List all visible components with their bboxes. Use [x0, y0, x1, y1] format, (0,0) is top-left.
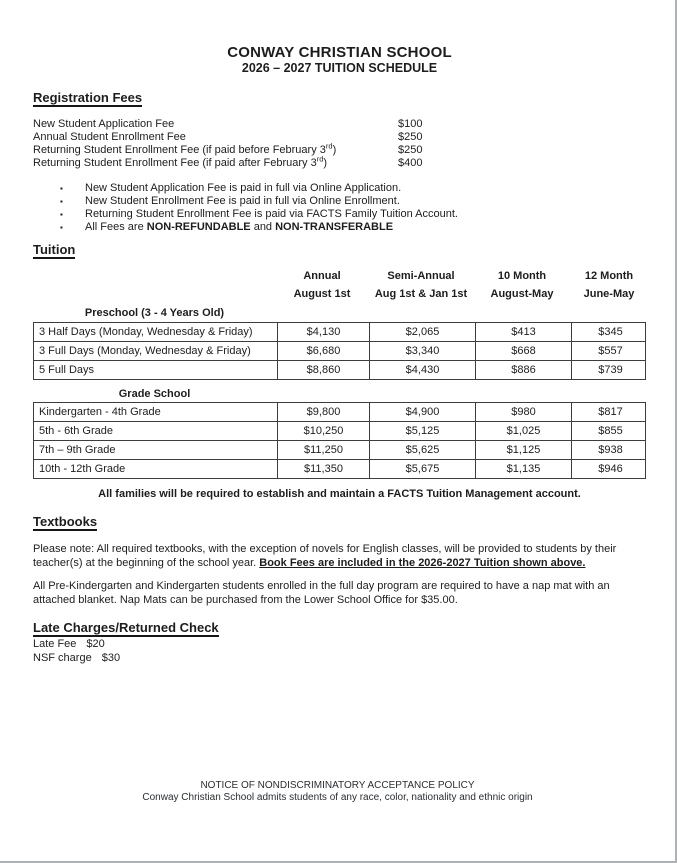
list-item	[33, 638, 646, 652]
bullet-icon: ▪	[60, 197, 63, 206]
fee-amount: $400	[398, 157, 423, 169]
registration-fee-list	[33, 118, 646, 170]
grade-school-group-label: Grade School	[118, 388, 191, 400]
registration-notes-list	[33, 182, 646, 234]
charge-amount: $20	[86, 638, 105, 650]
nondiscrimination-notice	[0, 780, 675, 804]
annual-value: $4,130	[277, 323, 369, 341]
table-row	[34, 459, 645, 478]
fee-amount: $250	[398, 144, 423, 156]
row-label: 3 Half Days (Monday, Wednesday & Friday)	[39, 326, 253, 338]
table-row	[34, 360, 645, 379]
annual-value: $11,250	[277, 441, 369, 459]
twelve-month-value: $739	[571, 361, 649, 379]
annual-value: $11,350	[277, 460, 369, 478]
fee-amount: $250	[398, 131, 423, 143]
fee-label: Returning Student Enrollment Fee (if paid after February 3rd)	[33, 154, 328, 169]
semi-annual-value: $5,125	[369, 422, 475, 440]
preschool-group-row	[33, 307, 646, 320]
note-text: New Student Enrollment Fee is paid in full via Online Enrollment.	[85, 195, 400, 207]
title-block	[33, 45, 646, 76]
book-fees-note: Book Fees are included in the 2026-2027 Tuition shown above.	[259, 556, 586, 569]
charge-label: NSF charge	[33, 651, 92, 664]
fee-label: Returning Student Enrollment Fee (if paid before February 3rd)	[33, 141, 337, 156]
list-item	[33, 652, 646, 666]
table-row	[34, 341, 645, 360]
grade-school-tuition-table	[33, 402, 646, 479]
fee-row	[33, 154, 646, 170]
semi-annual-value: $4,900	[369, 403, 475, 421]
bullet-icon: ▪	[60, 223, 63, 232]
ten-month-value: $668	[475, 342, 571, 360]
note-text: New Student Application Fee is paid in full via Online Application.	[85, 182, 402, 194]
page-title: CONWAY CHRISTIAN SCHOOL	[227, 44, 452, 61]
ten-month-value: $886	[475, 361, 571, 379]
list-item	[33, 208, 646, 221]
row-label: 3 Full Days (Monday, Wednesday & Friday)	[39, 345, 251, 357]
table-row	[34, 421, 645, 440]
preschool-tuition-table	[33, 322, 646, 380]
fee-label: Annual Student Enrollment Fee	[33, 131, 186, 143]
semi-annual-value: $2,065	[369, 323, 475, 341]
annual-value: $9,800	[277, 403, 369, 421]
table-row	[34, 323, 645, 341]
ten-month-value: $1,025	[475, 422, 571, 440]
fee-amount: $100	[398, 118, 423, 130]
semi-annual-value: $5,675	[369, 460, 475, 478]
tuition-header-row	[33, 270, 646, 301]
tuition-heading: Tuition	[33, 242, 76, 257]
twelve-month-value: $855	[571, 422, 649, 440]
twelve-month-value: $345	[571, 323, 649, 341]
twelve-month-value: $817	[571, 403, 649, 421]
grade-school-group-row	[33, 388, 646, 401]
page-subtitle: 2026 – 2027 TUITION SCHEDULE	[241, 61, 438, 75]
annual-value: $6,680	[277, 342, 369, 360]
row-label: 7th – 9th Grade	[39, 444, 116, 456]
twelve-month-value: $946	[571, 460, 649, 478]
ten-month-value: $1,135	[475, 460, 571, 478]
note-text: Returning Student Enrollment Fee is paid via FACTS Family Tuition Account.	[85, 208, 458, 220]
ten-month-value: $980	[475, 403, 571, 421]
notice-line-2: Conway Christian School admits students of any race, color, nationality and ethnic origin	[142, 792, 533, 803]
facts-account-note: All families will be required to establish and maintain a FACTS Tuition Management account.	[98, 488, 581, 500]
charge-amount: $30	[101, 651, 121, 664]
row-label: 5 Full Days	[39, 364, 95, 376]
note-text: All Fees are NON-REFUNDABLE and NON-TRANSFERABLE	[85, 221, 394, 233]
bullet-icon: ▪	[60, 184, 63, 193]
twelve-month-value: $938	[571, 441, 649, 459]
registration-fees-heading: Registration Fees	[33, 90, 143, 105]
row-label: 10th - 12th Grade	[39, 463, 126, 475]
column-header-12-month: 12 Month June-May	[583, 270, 635, 300]
fee-row	[33, 141, 646, 157]
ten-month-value: $1,125	[475, 441, 571, 459]
column-header-10-month: 10 Month August-May	[490, 270, 554, 300]
semi-annual-value: $3,340	[369, 342, 475, 360]
table-row	[34, 403, 645, 421]
preschool-group-label: Preschool (3 - 4 Years Old)	[84, 307, 225, 319]
list-item	[33, 195, 646, 208]
column-header-annual: Annual August 1st	[293, 270, 351, 300]
notice-line-1: NOTICE OF NONDISCRIMINATORY ACCEPTANCE POLICY	[200, 780, 475, 791]
list-item	[33, 221, 646, 234]
page-content	[0, 45, 675, 665]
semi-annual-value: $5,625	[369, 441, 475, 459]
fee-row	[33, 131, 646, 144]
late-charges-list	[33, 638, 646, 665]
ten-month-value: $413	[475, 323, 571, 341]
textbooks-paragraph-2: All Pre-Kindergarten and Kindergarten students enrolled in the full day program are required to have a nap mat with an attached blanket. Nap Mats can be purchased from the Lower School Office for $35.00.	[33, 580, 610, 606]
header-spacer	[33, 270, 276, 301]
column-header-semi-annual: Semi-Annual Aug 1st & Jan 1st	[374, 270, 468, 300]
late-charges-heading: Late Charges/Returned Check	[33, 620, 219, 635]
annual-value: $8,860	[277, 361, 369, 379]
fee-row	[33, 118, 646, 131]
semi-annual-value: $4,430	[369, 361, 475, 379]
row-label: Kindergarten - 4th Grade	[39, 406, 161, 418]
row-label: 5th - 6th Grade	[39, 425, 113, 437]
charge-label: Late Fee	[33, 638, 77, 650]
fee-label: New Student Application Fee	[33, 118, 175, 130]
textbooks-heading: Textbooks	[33, 514, 98, 529]
bullet-icon: ▪	[60, 210, 63, 219]
table-row	[34, 440, 645, 459]
annual-value: $10,250	[277, 422, 369, 440]
list-item	[33, 182, 646, 195]
textbooks-paragraph-1: Please note: All required textbooks, with the exception of novels for English classes, will be provided to students by their teacher(s) at the beginning of the school year. Book Fees are included in the 2026-2027 Tuition shown above.	[33, 543, 617, 569]
twelve-month-value: $557	[571, 342, 649, 360]
